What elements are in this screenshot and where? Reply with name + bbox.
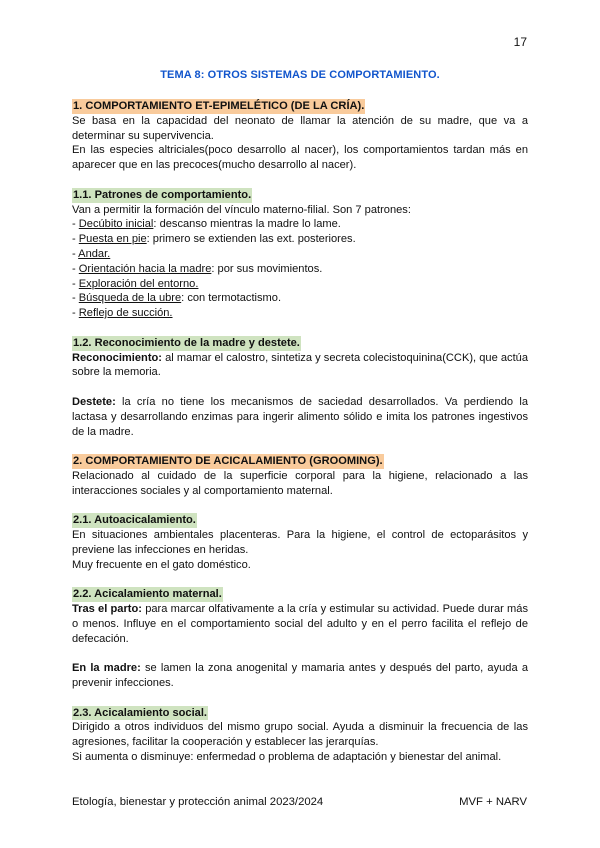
paragraph: Reconocimiento: al mamar el calostro, sintetiza y secreta colecistoquinina(CCK), que actúa sobre la memoria. — [72, 351, 528, 379]
paragraph: Destete: la cría no tiene los mecanismos de saciedad desarrollados. Va perdiendo la lactasa y desarrollando enzimas para ingerir alimento sólido e imita los patrones ingestivos de la madre. — [72, 395, 528, 438]
paragraph: En las especies altriciales(poco desarrollo al nacer), los comportamientos tardan más en aparecer que en las precoces(mucho desarrollo al nacer). — [72, 144, 528, 172]
footer-authors: MVF + NARV — [459, 796, 527, 808]
section-heading: 2.1. Autoacicalamiento. — [73, 514, 196, 527]
list-item: - Reflejo de succión. — [72, 307, 173, 320]
list-item: - Decúbito inicial: descanso mientras la madre lo lame. — [72, 218, 341, 231]
page-title: TEMA 8: OTROS SISTEMAS DE COMPORTAMIENTO. — [160, 69, 440, 81]
list-item: - Andar. — [72, 247, 111, 260]
paragraph: Dirigido a otros individuos del mismo grupo social. Ayuda a disminuir la frecuencia de las agresiones, facilitar la cooperación y establecer las jerarquías. — [72, 721, 528, 749]
section-1-1 — [72, 188, 528, 321]
list-item: - Exploración del entorno. — [72, 277, 199, 290]
section-2-1 — [72, 513, 528, 572]
section-2-3 — [72, 706, 528, 765]
section-heading: 2.2. Acicalamiento maternal. — [73, 588, 222, 601]
section-1 — [72, 99, 528, 173]
list-item: - Orientación hacia la madre: por sus movimientos. — [72, 262, 323, 275]
list-term: Reflejo de succión. — [78, 307, 173, 320]
page-number: 17 — [513, 35, 527, 49]
section-2 — [72, 454, 528, 498]
paragraph: Se basa en la capacidad del neonato de llamar la atención de su madre, que va a determinar su supervivencia. — [72, 114, 528, 142]
list-term: Orientación hacia la madre — [78, 262, 212, 275]
paragraph: Relacionado al cuidado de la superficie corporal para la higiene, relacionado a las interacciones sociales y al comportamiento maternal. — [72, 469, 528, 497]
list-term: Puesta en pie — [78, 233, 147, 246]
paragraph: En situaciones ambientales placenteras. Para la higiene, el control de ectoparásitos y previene las infecciones en heridas. — [72, 529, 528, 556]
list-item: - Puesta en pie: primero se extienden las ext. posteriores. — [72, 233, 356, 246]
list-term: Búsqueda de la ubre — [78, 292, 182, 305]
section-heading: 1. COMPORTAMIENTO ET-EPIMELÉTICO (DE LA CRÍA). — [73, 100, 365, 112]
list-term: Andar. — [78, 247, 111, 260]
footer-course: Etología, bienestar y protección animal 2023/2024 — [72, 796, 324, 808]
paragraph: Tras el parto: para marcar olfativamente a la cría y estimular su actividad. Puede durar más o menos. Influye en el comportamiento social del adulto y en el perro facilita el reflejo de defecación. — [72, 603, 529, 645]
section-heading: 1.1. Patrones de comportamiento. — [73, 188, 252, 201]
paragraph: En la madre: se lamen la zona anogenital y mamaria antes y después del parto, ayuda a prevenir infecciones. — [72, 662, 528, 690]
section-heading: 2.3. Acicalamiento social. — [73, 706, 208, 719]
section-heading: 1.2. Reconocimiento de la madre y destete. — [73, 336, 300, 349]
list-term: Decúbito inicial — [78, 218, 154, 231]
paragraph: Si aumenta o disminuye: enfermedad o problema de adaptación y bienestar del animal. — [72, 751, 502, 764]
section-heading: 2. COMPORTAMIENTO DE ACICALAMIENTO (GROOMING). — [73, 455, 383, 468]
paragraph: Van a permitir la formación del vínculo materno-filial. Son 7 patrones: — [72, 203, 411, 216]
section-1-2 — [72, 336, 528, 440]
list-item: - Búsqueda de la ubre: con termotactismo. — [72, 292, 282, 305]
document-body — [72, 99, 528, 765]
list-term: Exploración del entorno. — [78, 277, 199, 290]
paragraph: Muy frecuente en el gato doméstico. — [72, 558, 251, 571]
section-2-2 — [72, 587, 528, 691]
